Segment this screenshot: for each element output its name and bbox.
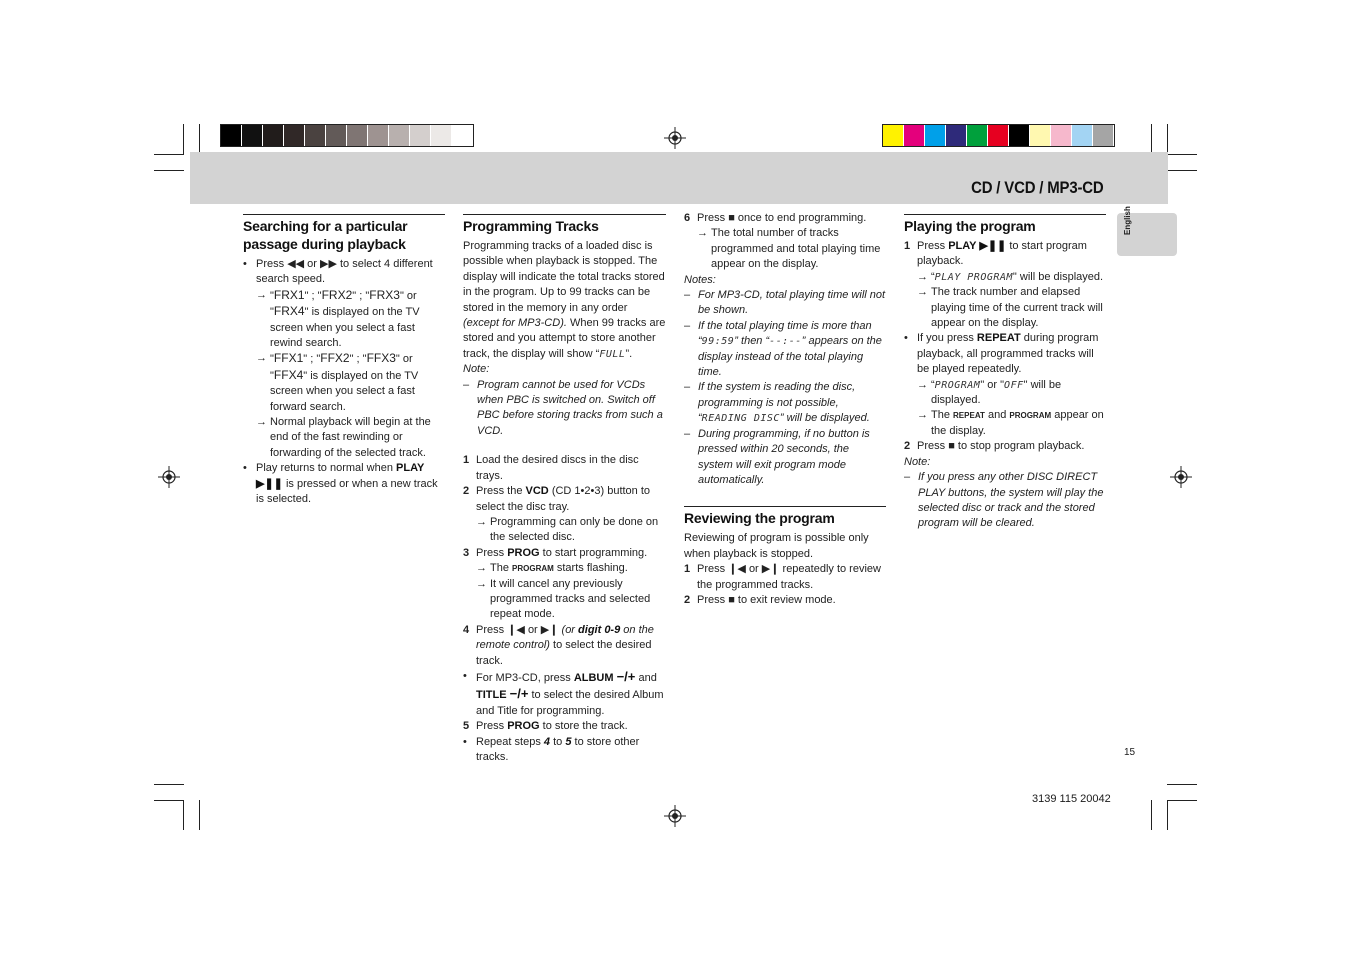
color-swatch (389, 125, 410, 146)
registration-mark-icon (664, 805, 686, 827)
arrow-item: → Normal playback will begin at the end of the fast rewinding or forwarding of the selected track. (256, 416, 431, 459)
section-searching (243, 214, 445, 508)
arrow-item: → Programming can only be done on the selected disc. (476, 515, 659, 544)
note-item: – During programming, if no button is pressed within 20 seconds, the system will exit program mode automatically. (684, 427, 870, 486)
section-programming (463, 214, 666, 765)
section-title: Programming Tracks (463, 214, 666, 235)
step-3: 3 Press PROG to start programming. (463, 546, 648, 559)
color-swatch (904, 125, 925, 146)
color-swatch (431, 125, 452, 146)
arrow-item: → The REPEAT and PROGRAM appear on the display. (917, 409, 1104, 437)
registration-mark-icon (1170, 466, 1192, 488)
arrow-item: → "FRX1" ; "FRX2" ; "FRX3" or "FRX4" is displayed on the TV screen when you select a fast rewind search. (256, 287, 420, 350)
color-swatch (988, 125, 1009, 146)
paragraph: Reviewing of program is possible only when playback is stopped. (684, 532, 869, 560)
note-item: – If the system is reading the disc, programming is not possible, “READING DISC” will be displayed. (684, 381, 870, 425)
step-4: 4 Press ❙◀ or ▶❙ (or digit 0-9 on the remote control) to select the desired track. (463, 623, 654, 667)
page-number: 15 (1124, 747, 1136, 758)
arrow-item: → It will cancel any previously programmed tracks and selected repeat mode. (476, 577, 651, 621)
section-title: Searching for a particular passage during playback (243, 214, 445, 253)
color-swatch (221, 125, 242, 146)
step-2: 2 Press the VCD (CD 1•2•3) button to select the disc tray. (463, 485, 651, 513)
color-swatch (347, 125, 368, 146)
previous-track-icon: ❙◀ (507, 623, 525, 636)
color-swatch (883, 125, 904, 146)
document-number: 3139 115 20042 (1032, 793, 1111, 805)
note-label: Note: (904, 455, 931, 468)
color-swatch (452, 125, 473, 146)
note-item: – Program cannot be used for VCDs when PBC is switched on. Switch off PBC before storing tracks from such a VCD. (463, 378, 663, 437)
arrow-item: → “PLAY PROGRAM" will be displayed. (917, 270, 1104, 283)
fast-forward-icon: ▶▶ (320, 258, 337, 270)
note-item: – If you press any other DISC DIRECT PLAY buttons, the system will play the selected disc or track and the stored program will be cleared. (904, 471, 1104, 530)
stop-icon: ■ (728, 212, 735, 224)
header-band (190, 152, 1168, 204)
registration-mark-icon (158, 466, 180, 488)
stop-icon: ■ (728, 593, 735, 606)
next-track-icon: ▶❙ (761, 563, 780, 576)
language-tab (1117, 206, 1177, 256)
color-swatch (326, 125, 347, 146)
paragraph: Programming tracks of a loaded disc is possible when playback is stopped. The display will indicate the total tracks stored in the program. Up to 99 tracks can be stored in the memory in any order (except for MP3-CD). When 99 tracks are stored and you attempt to store another track, the display will show “FULL”. (463, 240, 666, 360)
gray-calibration-bar (220, 124, 474, 147)
color-swatch (925, 125, 946, 146)
color-swatch (946, 125, 967, 146)
arrow-item: → The PROGRAM starts flashing. (476, 562, 628, 575)
step-1: 1 Press ❙◀ or ▶❙ repeatedly to review the programmed tracks. (684, 563, 881, 591)
note-label: Notes: (684, 273, 716, 286)
color-swatch (410, 125, 431, 146)
page-title: CD / VCD / MP3-CD (971, 178, 1104, 197)
color-swatch (1072, 125, 1093, 146)
color-calibration-bar (882, 124, 1115, 147)
step-5: 5 Press PROG to store the track. (463, 720, 628, 733)
color-swatch (1051, 125, 1072, 146)
note-item: – If the total playing time is more than “99:59” then “--:--” appears on the display instead of the total playing time. (684, 319, 882, 379)
list-item: • Play returns to normal when PLAY ▶❚❚ is pressed or when a new track is selected. (243, 462, 438, 506)
list-item: • Repeat steps 4 to 5 to store other tracks. (463, 735, 640, 763)
color-swatch (284, 125, 305, 146)
color-swatch (1030, 125, 1051, 146)
language-label: English (1123, 206, 1132, 235)
arrow-item: → "FFX1" ; "FFX2" ; "FFX3" or "FFX4" is displayed on the TV screen when you select a fast forward search. (256, 351, 419, 413)
next-track-icon: ▶❙ (540, 623, 559, 636)
arrow-item: → “PROGRAM" or "OFF" will be displayed. (917, 378, 1062, 407)
rewind-icon: ◀◀ (287, 258, 305, 270)
stop-icon: ■ (948, 440, 955, 453)
list-item: • For MP3-CD, press ALBUM −/+ and TITLE −/+ to select the desired Album and Title for programming. (463, 668, 664, 717)
section-programming-cont (684, 211, 886, 608)
color-swatch (305, 125, 326, 146)
color-swatch (1093, 125, 1114, 146)
list-item: • Press ◀◀ or ▶▶ to select 4 different search speed. (243, 258, 433, 286)
color-swatch (263, 125, 284, 146)
color-swatch (967, 125, 988, 146)
section-title: Playing the program (904, 214, 1106, 235)
registration-mark-icon (664, 127, 686, 149)
arrow-item: → The track number and elapsed playing time of the current track will appear on the display. (917, 286, 1103, 330)
previous-track-icon: ❙◀ (728, 563, 746, 576)
step-2: 2 Press ■ to stop program playback. (904, 440, 1085, 453)
color-swatch (1009, 125, 1030, 146)
step-2: 2 Press ■ to exit review mode. (684, 593, 836, 606)
step-1: 1 Load the desired discs in the disc trays. (463, 454, 639, 482)
list-item: • If you press REPEAT during program playback, all programmed tracks will be played repeatedly. (904, 332, 1099, 376)
color-swatch (368, 125, 389, 146)
arrow-item: → The total number of tracks programmed and total playing time appear on the display. (697, 227, 881, 271)
step-1: 1 Press PLAY ▶❚❚ to start program playback. (904, 240, 1087, 268)
note-label: Note: (463, 363, 490, 376)
note-item: – For MP3-CD, total playing time will not be shown. (684, 289, 886, 317)
section-title: Reviewing the program (684, 506, 886, 527)
step-6: 6 Press ■ once to end programming. (684, 212, 867, 224)
section-playing (904, 214, 1106, 532)
color-swatch (242, 125, 263, 146)
